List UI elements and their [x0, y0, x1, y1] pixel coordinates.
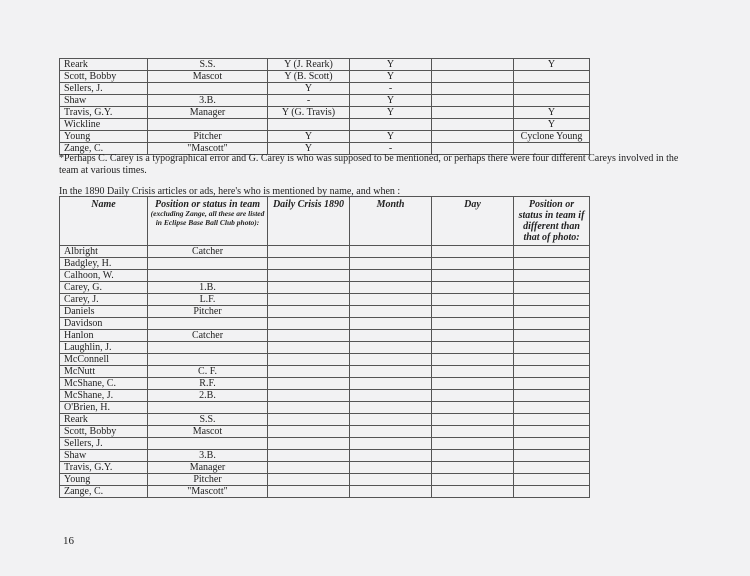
table-cell [432, 414, 514, 426]
table-cell: Carey, G. [60, 282, 148, 294]
table-cell: R.F. [148, 378, 268, 390]
table-cell [432, 270, 514, 282]
table-cell: Young [60, 131, 148, 143]
table-cell [514, 306, 590, 318]
table-cell [148, 402, 268, 414]
table-row [60, 59, 590, 71]
table-cell: Wickline [60, 119, 148, 131]
table-cell [432, 131, 514, 143]
table-cell [514, 246, 590, 258]
table-cell: Y (J. Reark) [268, 59, 350, 71]
table-row [60, 426, 590, 438]
table-cell [350, 294, 432, 306]
table-cell [268, 450, 350, 462]
table-cell [350, 366, 432, 378]
table-row [60, 438, 590, 450]
table-cell: Shaw [60, 95, 148, 107]
header-name: Name [60, 197, 148, 246]
header-day: Day [432, 197, 514, 246]
table-cell: Mascot [148, 71, 268, 83]
table-cell [432, 246, 514, 258]
table-cell [268, 366, 350, 378]
table-cell: Sellers, J. [60, 83, 148, 95]
table-cell [350, 270, 432, 282]
table-cell [350, 414, 432, 426]
table-cell: Laughlin, J. [60, 342, 148, 354]
table-cell [268, 402, 350, 414]
table-cell [514, 342, 590, 354]
table-row [60, 414, 590, 426]
table-cell [350, 354, 432, 366]
table-cell [514, 366, 590, 378]
table-cell: Y [514, 119, 590, 131]
table-cell [432, 486, 514, 498]
table-cell [432, 402, 514, 414]
table-row [60, 462, 590, 474]
table-cell: Travis, G.Y. [60, 107, 148, 119]
table-cell [350, 246, 432, 258]
table-cell: O'Brien, H. [60, 402, 148, 414]
table-row [60, 402, 590, 414]
table-cell [514, 83, 590, 95]
table-cell [350, 282, 432, 294]
table-row [60, 294, 590, 306]
daily-crisis-table [59, 196, 590, 498]
table-cell [350, 462, 432, 474]
intro-text: In the 1890 Daily Crisis articles or ads, here's who is mentioned by name, and when : [59, 186, 401, 197]
table-cell [514, 258, 590, 270]
table-cell [432, 390, 514, 402]
table-row [60, 366, 590, 378]
table-cell [514, 270, 590, 282]
table-cell: Scott, Bobby [60, 71, 148, 83]
table-cell: 3.B. [148, 95, 268, 107]
table-cell: Mascot [148, 426, 268, 438]
table-row [60, 318, 590, 330]
table-cell [148, 119, 268, 131]
table-cell [432, 342, 514, 354]
table-cell: Pitcher [148, 474, 268, 486]
table-cell [514, 294, 590, 306]
table-cell: Manager [148, 107, 268, 119]
table-cell: Hanlon [60, 330, 148, 342]
table-cell [514, 390, 590, 402]
table-row [60, 342, 590, 354]
table-cell: McNutt [60, 366, 148, 378]
table-cell: "Mascott" [148, 486, 268, 498]
table-cell [268, 258, 350, 270]
table-cell: McShane, J. [60, 390, 148, 402]
table-cell [350, 450, 432, 462]
table-cell: Reark [60, 59, 148, 71]
table-cell [432, 318, 514, 330]
table-cell: Y [350, 71, 432, 83]
table-cell [148, 258, 268, 270]
table-cell: Y [350, 95, 432, 107]
table-cell [514, 95, 590, 107]
table-cell [432, 59, 514, 71]
table-row [60, 378, 590, 390]
table-cell [268, 462, 350, 474]
table-cell: Travis, G.Y. [60, 462, 148, 474]
table-cell [514, 71, 590, 83]
table-cell: McConnell [60, 354, 148, 366]
table-cell: - [268, 95, 350, 107]
table-cell: C. F. [148, 366, 268, 378]
table-row [60, 71, 590, 83]
table-cell: Daniels [60, 306, 148, 318]
table-cell [432, 474, 514, 486]
table-row [60, 270, 590, 282]
table-cell: Y [268, 83, 350, 95]
table-cell [514, 414, 590, 426]
table-cell [432, 83, 514, 95]
table-cell: Zange, C. [60, 143, 148, 155]
table-cell: S.S. [148, 59, 268, 71]
table-cell [268, 318, 350, 330]
table-cell [514, 318, 590, 330]
table-cell [268, 378, 350, 390]
table-cell: "Mascott" [148, 143, 268, 155]
table-cell: Shaw [60, 450, 148, 462]
table-cell: Catcher [148, 330, 268, 342]
table-cell: Y [350, 131, 432, 143]
table-row [60, 354, 590, 366]
table-cell: - [350, 143, 432, 155]
table-cell: L.F. [148, 294, 268, 306]
header-position-if-different: Position or status in team if different than that of photo: [514, 197, 590, 246]
table-cell [514, 426, 590, 438]
table-row [60, 95, 590, 107]
table-cell [514, 438, 590, 450]
table-cell: Reark [60, 414, 148, 426]
table-cell [514, 474, 590, 486]
table-cell: - [350, 83, 432, 95]
table-cell [514, 282, 590, 294]
table-cell [432, 258, 514, 270]
table-cell [432, 462, 514, 474]
table-cell [432, 282, 514, 294]
table-cell: McShane, C. [60, 378, 148, 390]
table-cell [350, 330, 432, 342]
table-cell [432, 107, 514, 119]
table-cell [148, 270, 268, 282]
table-cell [350, 426, 432, 438]
table-cell: Y (G. Travis) [268, 107, 350, 119]
table-cell [432, 95, 514, 107]
table-cell [350, 474, 432, 486]
header-month: Month [350, 197, 432, 246]
table-cell [268, 246, 350, 258]
table-row [60, 246, 590, 258]
table-cell: Y [350, 59, 432, 71]
table-cell [350, 438, 432, 450]
table-row [60, 486, 590, 498]
table-cell [432, 438, 514, 450]
table-cell [268, 390, 350, 402]
table-cell [432, 426, 514, 438]
table-cell: Pitcher [148, 131, 268, 143]
table-cell [148, 354, 268, 366]
table-cell: Manager [148, 462, 268, 474]
table-cell [268, 270, 350, 282]
table-cell [432, 330, 514, 342]
table-cell [148, 342, 268, 354]
table-cell [268, 119, 350, 131]
table-row [60, 450, 590, 462]
table-row [60, 258, 590, 270]
table-cell: Y [268, 143, 350, 155]
table-cell [268, 330, 350, 342]
table-cell: Pitcher [148, 306, 268, 318]
table-cell [268, 414, 350, 426]
header-position-label: Position or status in team [154, 199, 261, 210]
table-cell [350, 258, 432, 270]
table-cell: Y [514, 107, 590, 119]
table-cell: Young [60, 474, 148, 486]
table-cell: Y [350, 107, 432, 119]
table-cell: S.S. [148, 414, 268, 426]
table-cell [268, 354, 350, 366]
table-cell [514, 462, 590, 474]
table-cell [148, 83, 268, 95]
table-cell: Carey, J. [60, 294, 148, 306]
table-row [60, 119, 590, 131]
table-cell [350, 486, 432, 498]
table-cell: Albright [60, 246, 148, 258]
table-cell [350, 378, 432, 390]
table-cell [514, 378, 590, 390]
table-cell [268, 306, 350, 318]
footnote: *Perhaps C. Carey is a typographical error and G. Carey is who was supposed to be mentioned, or perhaps there were four different Careys involved in the team at various times. [59, 153, 679, 176]
table-cell: Y [514, 59, 590, 71]
table-cell [350, 342, 432, 354]
table-cell [268, 294, 350, 306]
table-cell: 2.B. [148, 390, 268, 402]
table-cell [514, 330, 590, 342]
table-cell [268, 426, 350, 438]
header-position [148, 197, 268, 246]
header-position-note: (excluding Zange, all these are listed in Eclipse Base Ball Club photo): [150, 209, 265, 227]
table-cell [268, 342, 350, 354]
table-cell [268, 474, 350, 486]
table-cell: Badgley, H. [60, 258, 148, 270]
table-cell [268, 282, 350, 294]
table-cell [514, 402, 590, 414]
table-cell [432, 366, 514, 378]
table-row [60, 107, 590, 119]
table-cell [432, 306, 514, 318]
table-cell [514, 450, 590, 462]
table-cell: Cyclone Young [514, 131, 590, 143]
table-cell [268, 486, 350, 498]
table-cell [432, 450, 514, 462]
table-row [60, 306, 590, 318]
table-row [60, 282, 590, 294]
mentions-table-continued [59, 58, 590, 155]
table-cell: Scott, Bobby [60, 426, 148, 438]
table-cell: Y (B. Scott) [268, 71, 350, 83]
table-cell [432, 354, 514, 366]
table-cell [350, 318, 432, 330]
table-cell: Davidson [60, 318, 148, 330]
table-row [60, 474, 590, 486]
table-row [60, 330, 590, 342]
table-cell [514, 486, 590, 498]
table-cell [432, 294, 514, 306]
table-cell [514, 354, 590, 366]
table-cell [148, 438, 268, 450]
table-row [60, 83, 590, 95]
table-cell: Calhoon, W. [60, 270, 148, 282]
table-cell [350, 119, 432, 131]
table-cell [432, 378, 514, 390]
table-cell: Sellers, J. [60, 438, 148, 450]
table-cell [148, 318, 268, 330]
table-cell [350, 402, 432, 414]
table-cell [350, 390, 432, 402]
table-cell: Zange, C. [60, 486, 148, 498]
table-row [60, 390, 590, 402]
table-cell [432, 71, 514, 83]
table-cell: 1.B. [148, 282, 268, 294]
table-cell [432, 119, 514, 131]
header-daily-crisis: Daily Crisis 1890 [268, 197, 350, 246]
table-cell [268, 438, 350, 450]
table-cell: 3.B. [148, 450, 268, 462]
table-cell: Y [268, 131, 350, 143]
table-row [60, 131, 590, 143]
table-cell: Catcher [148, 246, 268, 258]
table-cell [350, 306, 432, 318]
page-number: 16 [63, 535, 74, 547]
